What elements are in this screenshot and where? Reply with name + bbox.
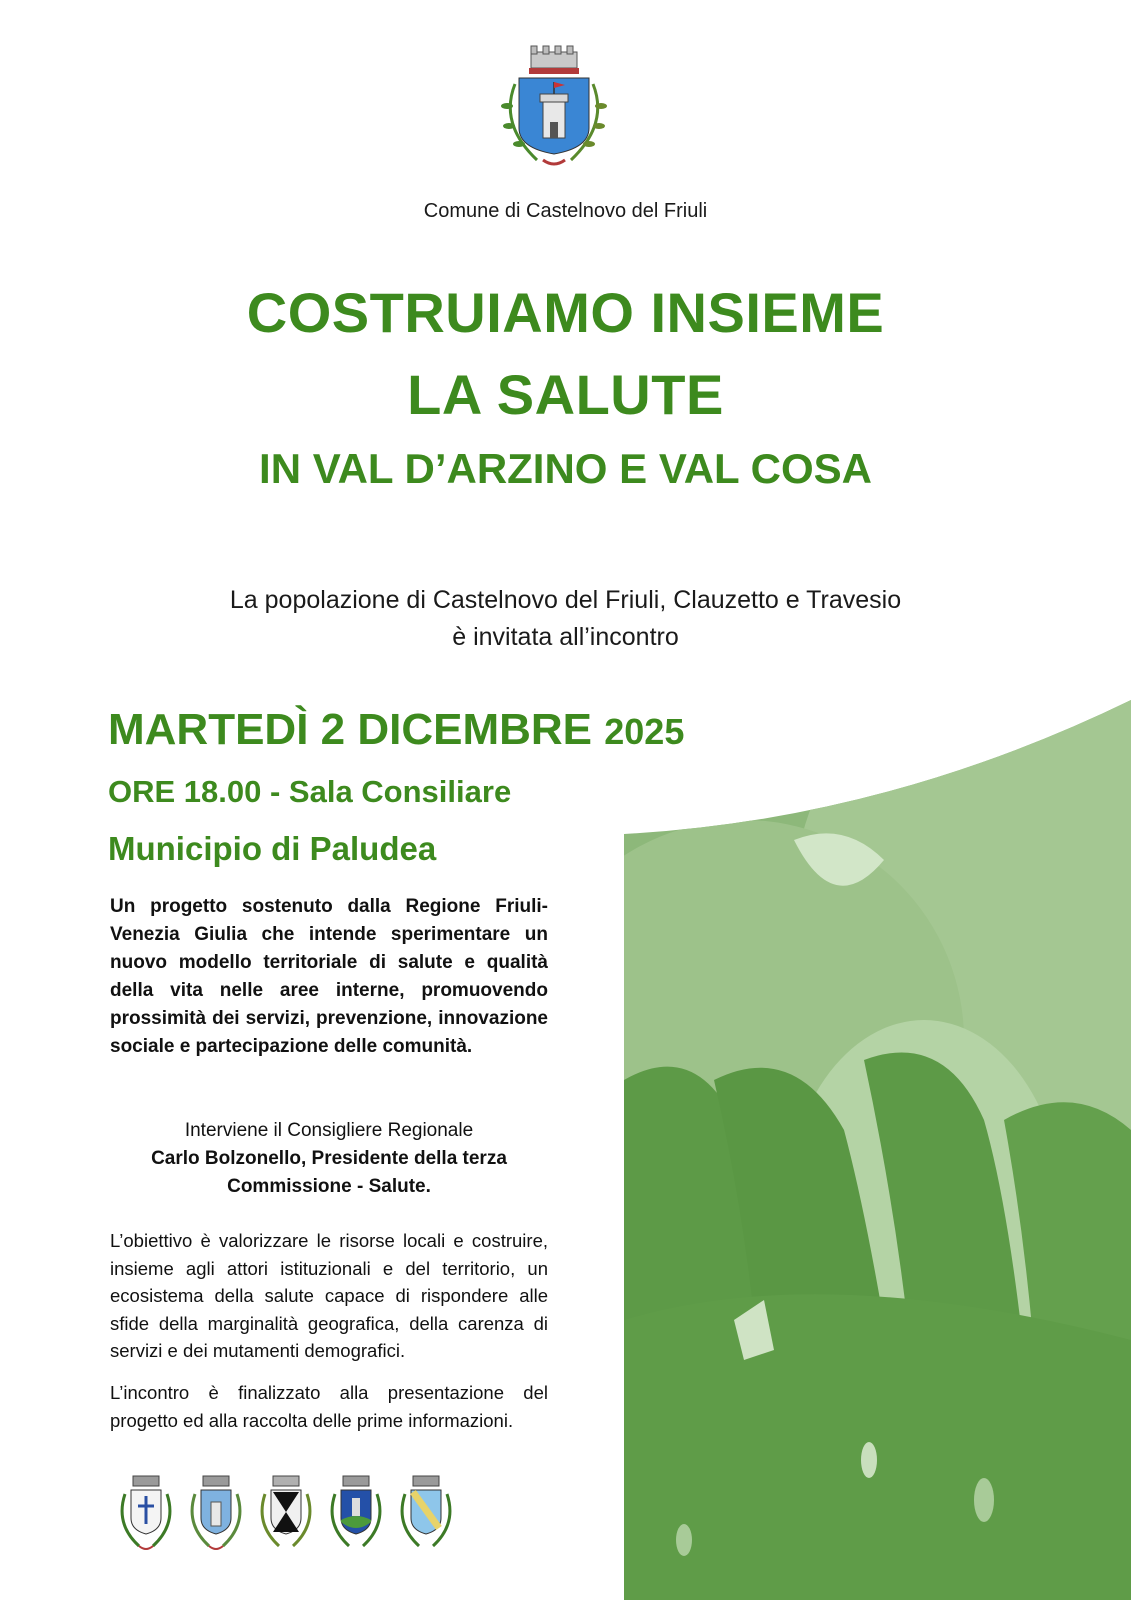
speaker-block: [110, 1117, 548, 1201]
clauzetto-crest-icon: [113, 1474, 179, 1554]
decorative-leaves-artwork: [624, 700, 1131, 1600]
castelnovo-crest-icon: [183, 1474, 249, 1554]
meeting-paragraph: L’incontro è finalizzato alla presentazione del progetto ed alla raccolta delle prime informazioni.: [110, 1382, 548, 1431]
castelnovo-crest-icon: [493, 44, 615, 172]
event-date-year: 2025: [604, 711, 685, 752]
objective-paragraph: L’obiettivo è valorizzare le risorse locali e costruire, insieme agli attori istituzionali e del territorio, un ecosistema della salute capace di rispondere alle sfide della marginalità geografica, della carenza di servizi e dei mutamenti demografici.: [110, 1230, 548, 1361]
vito-dasio-crest-icon: [253, 1474, 319, 1554]
municipality-name: Comune di Castelnovo del Friuli: [423, 200, 708, 222]
pinzano-crest-icon: [393, 1474, 459, 1554]
project-description: Un progetto sostenuto dalla Regione Friuli-Venezia Giulia che intende sperimentare un nuovo modello territoriale di salute e qualità della vita nelle aree interne, promuovendo prossimità dei servizi, prevenzione, innovazione sociale e partecipazione delle comunità.: [110, 896, 548, 1057]
travesio-crest-icon: [323, 1474, 389, 1554]
event-venue: Municipio di Paludea: [108, 830, 437, 867]
event-time-place: ORE 18.00 - Sala Consiliare: [108, 774, 512, 809]
invitation-text: [0, 582, 1131, 656]
speaker-name: Carlo Bolzonello, Presidente della terza Commissione - Salute.: [151, 1148, 507, 1197]
invitation-line-1: La popolazione di Castelnovo del Friuli, Clauzetto e Travesio: [229, 586, 902, 614]
event-date-day: MARTEDÌ 2 DICEMBRE: [108, 705, 593, 754]
title-line-2: LA SALUTE: [407, 363, 724, 426]
speaker-intro: Interviene il Consigliere Regionale: [184, 1120, 474, 1141]
invitation-line-2: è invitata all’incontro: [452, 623, 679, 651]
event-date: [108, 705, 684, 755]
title-line-1: COSTRUIAMO INSIEME: [246, 281, 885, 344]
title-line-3: IN VAL D’ARZINO E VAL COSA: [259, 445, 872, 492]
